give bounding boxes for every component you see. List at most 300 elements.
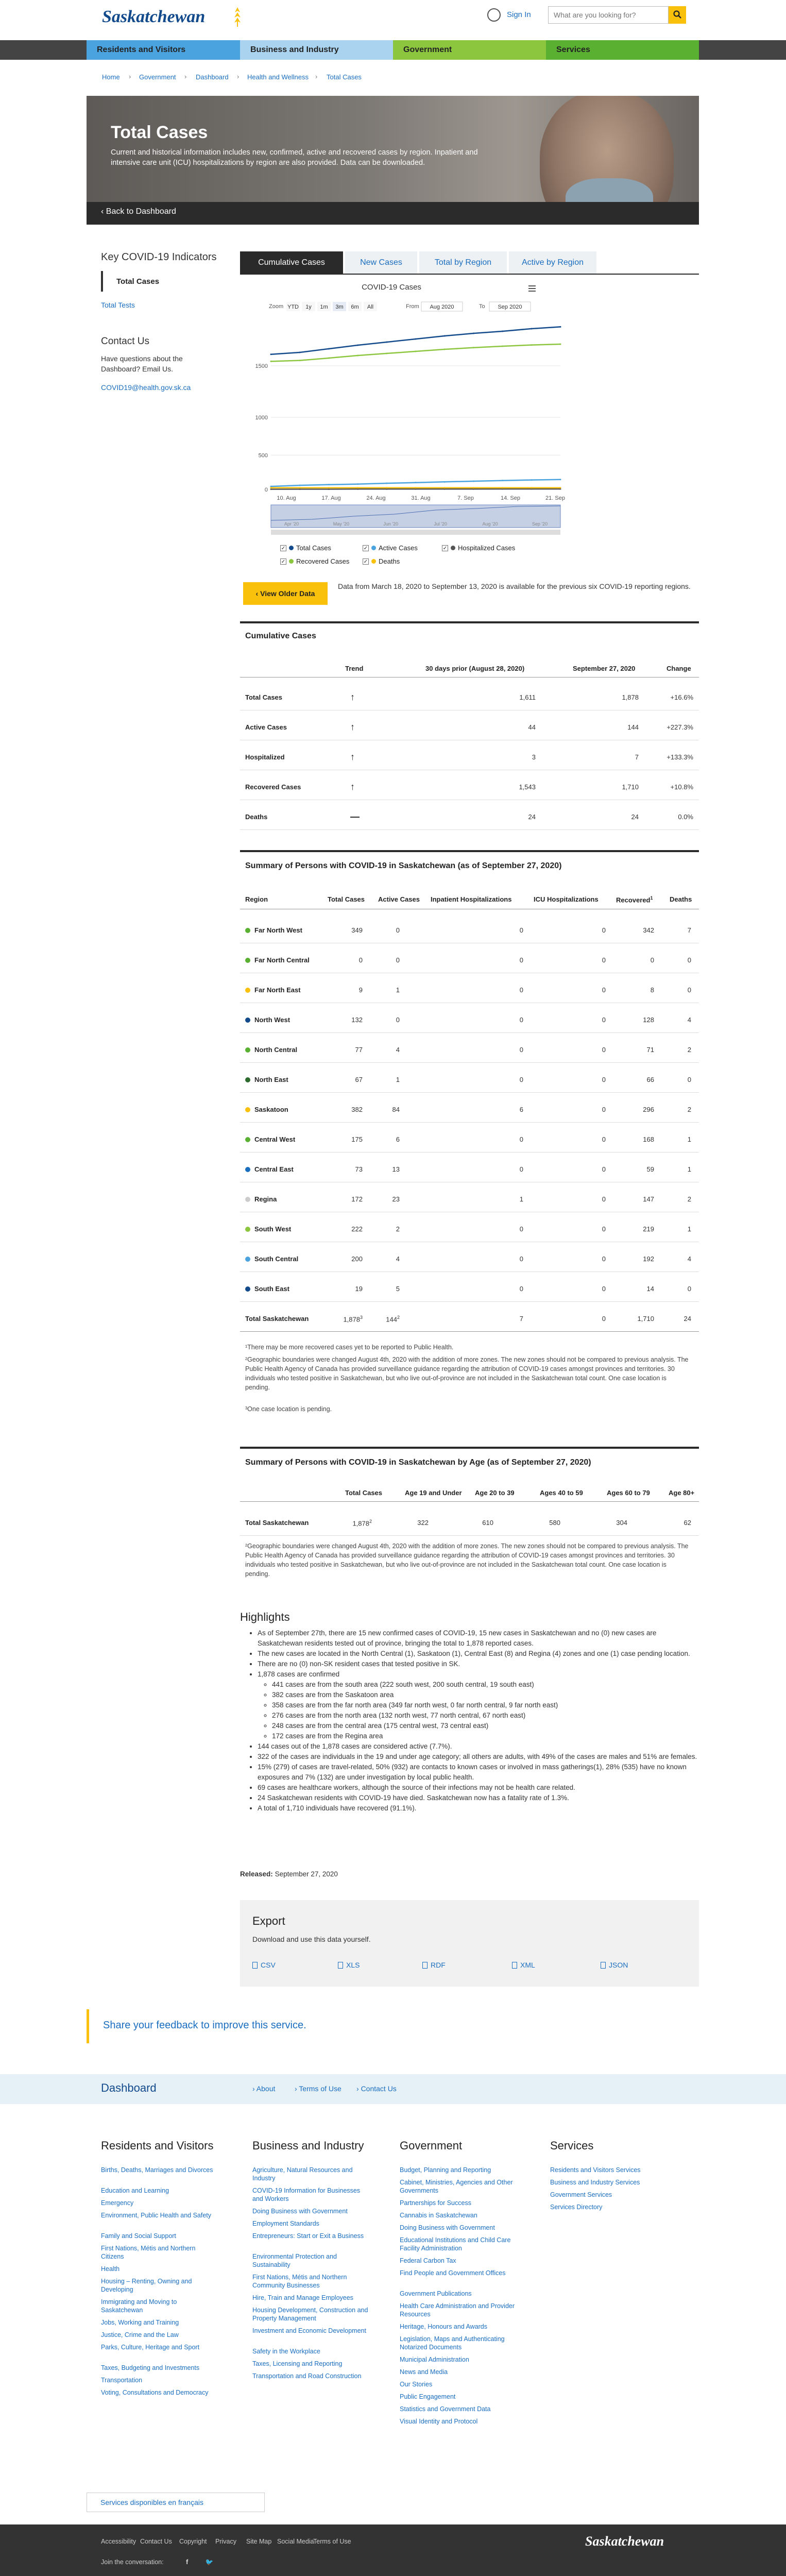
region-cell: 0	[650, 956, 654, 964]
region-cell: 4	[396, 1255, 400, 1263]
col-total: Total Cases	[328, 895, 365, 903]
x-tick-label: 7. Sep	[457, 495, 474, 501]
region-total-cell	[337, 1315, 363, 1323]
navigator-scrollbar[interactable]	[271, 530, 560, 535]
site-logo[interactable]: Saskatchewan	[102, 7, 206, 26]
row-line	[240, 1152, 699, 1153]
export-panel	[240, 1900, 699, 1987]
y-tick-label: 0	[264, 487, 268, 493]
breadcrumb-sep: ›	[184, 73, 187, 80]
back-label: Back to Dashboard	[106, 207, 176, 216]
region-cell: 6	[396, 1136, 400, 1143]
cumulative-change: +133.3%	[667, 753, 693, 761]
region-name: North West	[254, 1016, 291, 1024]
tab-total-by-region[interactable]: Total by Region	[419, 251, 507, 274]
cumulative-prior: 1,611	[519, 693, 536, 701]
region-name: Far North West	[254, 926, 302, 934]
footer-link[interactable]: Housing Development, Construction and Property Management	[252, 2307, 368, 2322]
released-label: Released:	[240, 1870, 273, 1878]
bottom-link[interactable]: Contact Us	[140, 2538, 172, 2545]
region-total-cell	[374, 1315, 400, 1323]
age-footnote: ²Geographic boundaries were changed August 4th, 2020 with the addition of more zones. The new zones should not be compared to previous analysis. The Public Health Agency of Canada has provided surveillance guidance regarding the attribution of COVID-19 cases amongst provinces and territories. 30 individuals who tested positive in Saskatchewan, but who live out-of-province are not included in the Saskatchewan total count. One case location is pending.	[245, 1543, 689, 1578]
region-cell: 0	[602, 1165, 606, 1173]
highlight-item: • 15% (279) of cases are travel-related, 50% (932) are contacts to known cases or involved in mass gatherings(1), 28% (535) have no known exposures and 7% (132) are under investigation by local public health.	[258, 1762, 698, 1783]
col-current: September 27, 2020	[573, 665, 636, 672]
export-csv-link[interactable]	[252, 1961, 276, 1969]
region-name: Regina	[254, 1195, 277, 1203]
col-deaths: Deaths	[670, 895, 692, 903]
highlight-item: • 144 cases out of the 1,878 cases are considered active (7.7%).	[258, 1741, 698, 1752]
col-change: Change	[667, 665, 691, 672]
highlight-subitem: ◦ 382 cases are from the Saskatoon area	[272, 1690, 698, 1700]
bottom-link[interactable]: Privacy	[215, 2538, 236, 2545]
sidebar-title: Key COVID-19 Indicators	[101, 251, 217, 263]
footer-link[interactable]: Justice, Crime and the Law	[101, 2331, 179, 2338]
highlight-subitem: ◦ 441 cases are from the south area (222 south west, 200 south central, 19 south east)	[272, 1680, 698, 1690]
data-point	[531, 328, 532, 330]
data-point	[502, 331, 503, 332]
total-value: 1,710	[637, 1315, 654, 1323]
legend-dot	[371, 559, 376, 564]
data-point	[560, 326, 561, 328]
footer-link[interactable]: Heritage, Honours and Awards	[400, 2323, 488, 2330]
highlights-list	[250, 1628, 698, 1814]
nav-residents[interactable]: Residents and Visitors	[87, 40, 240, 60]
chart-title: COVID-19 Cases	[362, 283, 421, 292]
cumulative-current: 1,710	[622, 783, 639, 791]
cumulative-row-label: Active Cases	[245, 723, 287, 731]
region-cell: 4	[396, 1046, 400, 1054]
region-cell: 0	[519, 1046, 523, 1054]
region-dot	[245, 1018, 250, 1023]
age-cell	[341, 1519, 372, 1527]
age-row-label: Total Saskatchewan	[245, 1519, 309, 1527]
x-tick-label: 24. Aug	[366, 495, 386, 501]
footer-link[interactable]: Parks, Culture, Heritage and Sport	[101, 2344, 200, 2351]
region-cell: 84	[392, 1106, 400, 1113]
sign-in-link[interactable]: Sign In	[507, 10, 531, 19]
cumulative-prior: 3	[532, 753, 536, 761]
footer-link[interactable]: Investment and Economic Development	[252, 2327, 366, 2334]
breadcrumb-home[interactable]: Home	[102, 73, 120, 81]
row-line	[240, 1535, 699, 1536]
legend-label: Deaths	[379, 557, 400, 565]
highlight-sublist	[258, 1680, 698, 1741]
zoom-label: Zoom	[269, 303, 284, 310]
search-button[interactable]	[669, 6, 686, 24]
legend-deaths[interactable]	[363, 557, 400, 565]
tab-new-cases[interactable]: New Cases	[345, 251, 417, 274]
data-point	[386, 487, 387, 488]
facebook-icon[interactable]: f	[186, 2558, 189, 2566]
bottom-link[interactable]: Copyright	[179, 2538, 207, 2545]
sidebar-item-total-cases[interactable]: Total Cases	[101, 271, 204, 292]
to-label: To	[479, 303, 485, 310]
footer-link[interactable]: Taxes, Licensing and Reporting	[252, 2360, 343, 2367]
region-cell: 128	[643, 1016, 654, 1024]
footer-link[interactable]: Statistics and Government Data	[400, 2405, 491, 2413]
wheat-logo-icon	[233, 6, 242, 27]
age-title: Summary of Persons with COVID-19 in Saskatchewan by Age (as of September 27, 2020)	[245, 1458, 591, 1467]
checkbox-icon: ✓	[363, 545, 368, 551]
col-region: Region	[245, 895, 268, 903]
series-total-cases-line	[271, 327, 560, 354]
region-cell: 23	[392, 1195, 400, 1203]
footer-link[interactable]: Government Publications	[400, 2290, 472, 2297]
data-point	[415, 351, 417, 352]
age-cell	[596, 1519, 627, 1527]
footer-link[interactable]: Entrepreneurs: Start or Exit a Business	[252, 2232, 364, 2240]
cumulative-prior: 24	[528, 813, 536, 821]
footer-link[interactable]: First Nations, Métis and Northern Community Businesses	[252, 2274, 347, 2289]
breadcrumb-dashboard[interactable]: Dashboard	[196, 73, 229, 81]
cumulative-current: 1,878	[622, 693, 639, 701]
back-bar	[87, 202, 699, 225]
section-rule	[240, 1447, 699, 1449]
region-total-label: Total Saskatchewan	[245, 1315, 309, 1323]
footer-link[interactable]: Health Care Administration and Provider Resources	[400, 2302, 515, 2318]
tab-active-by-region[interactable]: Active by Region	[509, 251, 596, 274]
region-name: North East	[254, 1076, 288, 1083]
data-point	[502, 346, 503, 347]
zoom-option: 3m	[335, 304, 344, 310]
total-value: 24	[684, 1315, 691, 1323]
footer-link[interactable]: Cabinet, Ministries, Agencies and Other Governments	[400, 2179, 513, 2194]
footer-link[interactable]: Transportation	[101, 2377, 143, 2384]
region-name: South East	[254, 1285, 289, 1293]
footer-link[interactable]: Federal Carbon Tax	[400, 2257, 456, 2264]
footer-link[interactable]: Family and Social Support	[101, 2232, 176, 2240]
navigator-tick-label: Jul '20	[434, 521, 448, 527]
contact-email-link[interactable]: COVID19@health.gov.sk.ca	[101, 383, 191, 392]
dash-link-label: Terms of Use	[299, 2084, 341, 2093]
released-value: September 27, 2020	[275, 1870, 338, 1878]
age-value: 580	[549, 1519, 560, 1527]
region-cell: 0	[358, 956, 363, 964]
footer-link[interactable]: COVID-19 Information for Businesses and Workers	[252, 2187, 361, 2202]
bottom-link[interactable]: Site Map	[246, 2538, 272, 2545]
region-cell: 0	[519, 1225, 523, 1233]
released-date	[240, 1870, 338, 1878]
footer-logo[interactable]: Saskatchewan	[585, 2534, 664, 2549]
footer-link[interactable]: Transportation and Road Construction	[252, 2372, 362, 2380]
region-cell: 1	[687, 1165, 691, 1173]
footer-link[interactable]: Emergency	[101, 2199, 134, 2207]
checkbox-icon: ✓	[281, 545, 286, 551]
footer-link[interactable]: Residents and Visitors Services	[550, 2166, 641, 2174]
footer-link[interactable]: Government Services	[550, 2191, 612, 2198]
col-trend: Trend	[345, 665, 364, 672]
twitter-icon[interactable]: 🐦	[205, 2558, 214, 2566]
dash-contact-link[interactable]: › Contact Us	[356, 2084, 397, 2093]
footer-link[interactable]: Hire, Train and Manage Employees	[252, 2294, 353, 2301]
x-tick-label: 10. Aug	[277, 495, 296, 501]
footer-link[interactable]: Our Stories	[400, 2381, 433, 2388]
data-point	[328, 487, 330, 488]
row-line	[240, 1032, 699, 1033]
sidebar-item-total-tests[interactable]: Total Tests	[101, 301, 135, 309]
data-point	[531, 479, 532, 481]
legend-hospitalized-cases[interactable]	[442, 544, 515, 552]
highlight-subitem: ◦ 172 cases are from the Regina area	[272, 1731, 698, 1741]
older-data-note: Data from March 18, 2020 to September 13, 2020 is available for the previous six COVID-19 reporting regions.	[338, 582, 691, 590]
footer-link[interactable]: Agriculture, Natural Resources and Industry	[252, 2166, 353, 2182]
navigator-tick-label: Aug '20	[482, 521, 498, 527]
data-point	[444, 349, 446, 350]
region-total-cell	[665, 1315, 691, 1323]
data-point	[328, 358, 330, 359]
region-cell: 222	[351, 1225, 363, 1233]
row-line	[240, 829, 699, 830]
data-point	[531, 344, 532, 346]
data-point	[473, 347, 474, 348]
region-cell: 14	[646, 1285, 654, 1293]
region-cell: 19	[355, 1285, 363, 1293]
footer-link[interactable]: Taxes, Budgeting and Investments	[101, 2364, 200, 2371]
export-label: XML	[520, 1961, 535, 1969]
region-cell: 175	[351, 1136, 363, 1143]
zoom-option: 6m	[351, 304, 359, 310]
data-point	[444, 335, 446, 337]
chart-menu-icon[interactable]	[528, 285, 536, 292]
legend-dot	[371, 546, 376, 550]
region-cell: 0	[519, 1255, 523, 1263]
cumulative-row-label: Hospitalized	[245, 753, 285, 761]
legend-total-cases[interactable]	[280, 544, 331, 552]
cumulative-change: 0.0%	[678, 813, 693, 821]
region-cell: 0	[687, 956, 691, 964]
region-cell: 1	[687, 1136, 691, 1143]
region-cell: 0	[396, 1016, 400, 1024]
region-cell: 1	[396, 986, 400, 994]
row-line	[240, 1122, 699, 1123]
region-cell: 1	[687, 1225, 691, 1233]
data-point	[328, 484, 330, 485]
footer-link[interactable]: Cannabis in Saskatchewan	[400, 2212, 477, 2219]
cumulative-change: +10.8%	[670, 783, 693, 791]
footer-link[interactable]: Public Engagement	[400, 2393, 456, 2400]
region-cell: 0	[519, 1136, 523, 1143]
region-cell: 296	[643, 1106, 654, 1113]
footer-link[interactable]: Housing – Renting, Owning and Developing	[101, 2278, 192, 2293]
bottom-link[interactable]: Accessibility	[101, 2538, 136, 2545]
footer-heading: Business and Industry	[252, 2139, 364, 2152]
age-cell	[529, 1519, 560, 1527]
data-point	[328, 348, 330, 350]
section-rule	[240, 850, 699, 852]
user-icon[interactable]	[487, 8, 501, 22]
cumulative-row-label: Total Cases	[245, 693, 283, 701]
footer-heading: Government	[400, 2139, 463, 2152]
region-cell: 5	[396, 1285, 400, 1293]
footer-link[interactable]: Educational Institutions and Child Care Facility Administration	[400, 2236, 511, 2252]
footer-link[interactable]: Health	[101, 2265, 120, 2273]
export-rdf-link[interactable]	[422, 1961, 446, 1969]
navigator-selection[interactable]	[271, 505, 560, 528]
region-cell: 382	[351, 1106, 363, 1113]
data-point	[473, 487, 474, 488]
data-point	[270, 488, 272, 490]
tab-cumulative-cases[interactable]: Cumulative Cases	[240, 251, 343, 274]
footer-link[interactable]: Business and Industry Services	[550, 2179, 640, 2186]
highlight-item: • There are no (0) non-SK resident cases that tested positive in SK.	[258, 1659, 698, 1669]
nav-services[interactable]: Services	[546, 40, 699, 60]
series-recovered-cases-line	[271, 344, 560, 361]
older-label: View Older Data	[260, 589, 315, 598]
data-point	[270, 486, 272, 487]
bottom-link[interactable]: Terms of Use	[313, 2538, 351, 2545]
region-footnote: ³One case location is pending.	[245, 1405, 332, 1413]
export-label: XLS	[346, 1961, 360, 1969]
footer-link[interactable]: Immigrating and Moving to Saskatchewan	[101, 2298, 177, 2314]
data-point	[386, 342, 387, 343]
region-cell: 0	[602, 1016, 606, 1024]
data-point	[444, 487, 446, 488]
chevron-left-icon: ‹	[101, 207, 106, 216]
cumulative-current: 24	[631, 813, 639, 821]
arrow-up-icon: ↑	[350, 722, 355, 732]
navigator-tick-label: Jun '20	[383, 521, 399, 527]
footer-link[interactable]: First Nations, Métis and Northern Citizens	[101, 2245, 196, 2260]
nav-government[interactable]: Government	[393, 40, 546, 60]
footer-link[interactable]: Visual Identity and Protocol	[400, 2418, 478, 2425]
footer-link[interactable]: Environmental Protection and Sustainability	[252, 2253, 337, 2268]
legend-label: Hospitalized Cases	[458, 544, 516, 552]
age-col-20-39: Age 20 to 39	[475, 1489, 515, 1497]
row-line	[240, 1301, 699, 1302]
age-value: 1,878	[352, 1519, 369, 1528]
region-cell: 77	[355, 1046, 363, 1054]
region-cell: 0	[602, 1136, 606, 1143]
breadcrumb-health[interactable]: Health and Wellness	[247, 73, 309, 81]
breadcrumb-government[interactable]: Government	[139, 73, 176, 81]
view-older-data-button[interactable]	[243, 582, 328, 605]
data-point	[299, 485, 301, 486]
region-cell: 1	[519, 1195, 523, 1203]
footer-link[interactable]: Education and Learning	[101, 2187, 169, 2194]
cumulative-row-label: Recovered Cases	[245, 783, 301, 791]
region-cell: 0	[602, 1225, 606, 1233]
breadcrumb-sep: ›	[315, 73, 318, 80]
footer-link[interactable]: Births, Deaths, Marriages and Divorces	[101, 2166, 213, 2174]
highlight-item: • The new cases are located in the North Central (1), Saskatoon (1), Central East (8) and Regina (4) zones and one (1) case pending location.	[258, 1649, 698, 1659]
bottom-bar	[0, 2524, 786, 2576]
region-cell: 1	[396, 1076, 400, 1083]
footer-link[interactable]: Budget, Planning and Reporting	[400, 2166, 491, 2174]
region-total-cell	[580, 1315, 606, 1323]
region-name: South Central	[254, 1255, 299, 1263]
data-point	[473, 481, 474, 482]
footer-link[interactable]: Services Directory	[550, 2204, 603, 2211]
row-line	[240, 1092, 699, 1093]
footer-link[interactable]: Find People and Government Offices	[400, 2269, 506, 2277]
y-tick-label: 500	[258, 452, 268, 459]
export-label: CSV	[261, 1961, 276, 1969]
cumulative-change: +227.3%	[667, 723, 693, 731]
file-icon	[601, 1962, 606, 1969]
dash-terms-link[interactable]: › Terms of Use	[295, 2084, 341, 2093]
footer-link[interactable]: Environment, Public Health and Safety	[101, 2212, 212, 2219]
footer-link[interactable]: News and Media	[400, 2368, 448, 2376]
region-cell: 0	[602, 1046, 606, 1054]
region-cell: 219	[643, 1225, 654, 1233]
dash-about-link[interactable]: › About	[252, 2084, 276, 2093]
age-col-40-59: Ages 40 to 59	[540, 1489, 583, 1497]
file-icon	[338, 1962, 343, 1969]
footer-link[interactable]: Doing Business with Government	[252, 2208, 348, 2215]
highlight-subitem: ◦ 358 cases are from the far north area (349 far north west, 0 far north central, 9 far north east)	[272, 1700, 698, 1710]
footer-link[interactable]: Doing Business with Government	[400, 2224, 495, 2231]
region-cell: 0	[687, 1076, 691, 1083]
data-point	[444, 481, 446, 483]
region-cell: 7	[687, 926, 691, 934]
region-cell: 71	[646, 1046, 654, 1054]
checkbox-icon: ✓	[281, 558, 286, 565]
highlight-item: • As of September 27th, there are 15 new confirmed cases of COVID-19, 15 new cases in Saskatchewan and no (0) new cases are Saskatchewan residents tested out of province, bringing the total to 1,878 reported cases.	[258, 1628, 698, 1649]
back-to-dashboard-link[interactable]	[101, 207, 176, 216]
export-xml-link[interactable]	[512, 1961, 535, 1969]
footer-link[interactable]: Safety in the Workplace	[252, 2348, 320, 2355]
bottom-link[interactable]: Social Media	[277, 2538, 314, 2545]
total-value: 144	[386, 1315, 397, 1324]
search-input[interactable]	[548, 6, 669, 24]
contact-title: Contact Us	[101, 336, 149, 347]
region-total-cell	[498, 1315, 523, 1323]
nav-business[interactable]: Business and Industry	[240, 40, 393, 60]
header-line	[240, 1501, 699, 1502]
footer-link[interactable]: Voting, Consultations and Democracy	[101, 2389, 209, 2396]
total-value: 0	[602, 1315, 606, 1323]
legend-dot	[289, 546, 294, 550]
data-point	[386, 483, 387, 484]
region-dot	[245, 928, 250, 933]
total-value: 1,878	[343, 1315, 360, 1324]
footer-link[interactable]: Partnerships for Success	[400, 2199, 471, 2207]
footer-heading: Residents and Visitors	[101, 2139, 214, 2152]
cumulative-prior: 44	[528, 723, 536, 731]
region-name: North Central	[254, 1046, 298, 1054]
export-xls-link[interactable]	[338, 1961, 360, 1969]
highlight-subitem: ◦ 248 cases are from the central area (175 central west, 73 central east)	[272, 1721, 698, 1731]
highlight-item: • A total of 1,710 individuals have recovered (91.1%).	[258, 1803, 698, 1814]
legend-recovered-cases[interactable]	[280, 557, 349, 565]
region-cell: 0	[602, 926, 606, 934]
export-json-link[interactable]	[601, 1961, 628, 1969]
region-name: Central East	[254, 1165, 294, 1173]
region-cell: 0	[519, 1285, 523, 1293]
search-icon	[673, 10, 682, 19]
x-tick-label: 17. Aug	[321, 495, 341, 501]
data-point	[357, 487, 358, 488]
footer-link[interactable]: Municipal Administration	[400, 2356, 469, 2363]
legend-dot	[289, 559, 294, 564]
french-services-link[interactable]: Services disponibles en français	[87, 2493, 265, 2512]
navigator-tick-label: May '20	[333, 521, 350, 527]
age-col-total: Total Cases	[345, 1489, 383, 1497]
feedback-link[interactable]: Share your feedback to improve this service.	[103, 2020, 306, 2031]
legend-label: Active Cases	[379, 544, 418, 552]
legend-active-cases[interactable]	[363, 544, 418, 552]
footer-link[interactable]: Employment Standards	[252, 2220, 319, 2227]
footer-link[interactable]: Legislation, Maps and Authenticating Notarized Documents	[400, 2335, 505, 2351]
footer-link[interactable]: Jobs, Working and Training	[101, 2319, 179, 2326]
region-dot	[245, 1047, 250, 1053]
region-footnote: ¹There may be more recovered cases yet to be reported to Public Health.	[245, 1344, 454, 1351]
navigator-tick-label: Sep '20	[532, 521, 548, 527]
col-active: Active Cases	[378, 895, 420, 903]
data-point	[357, 355, 358, 357]
footnote-mark: 3	[360, 1315, 363, 1320]
